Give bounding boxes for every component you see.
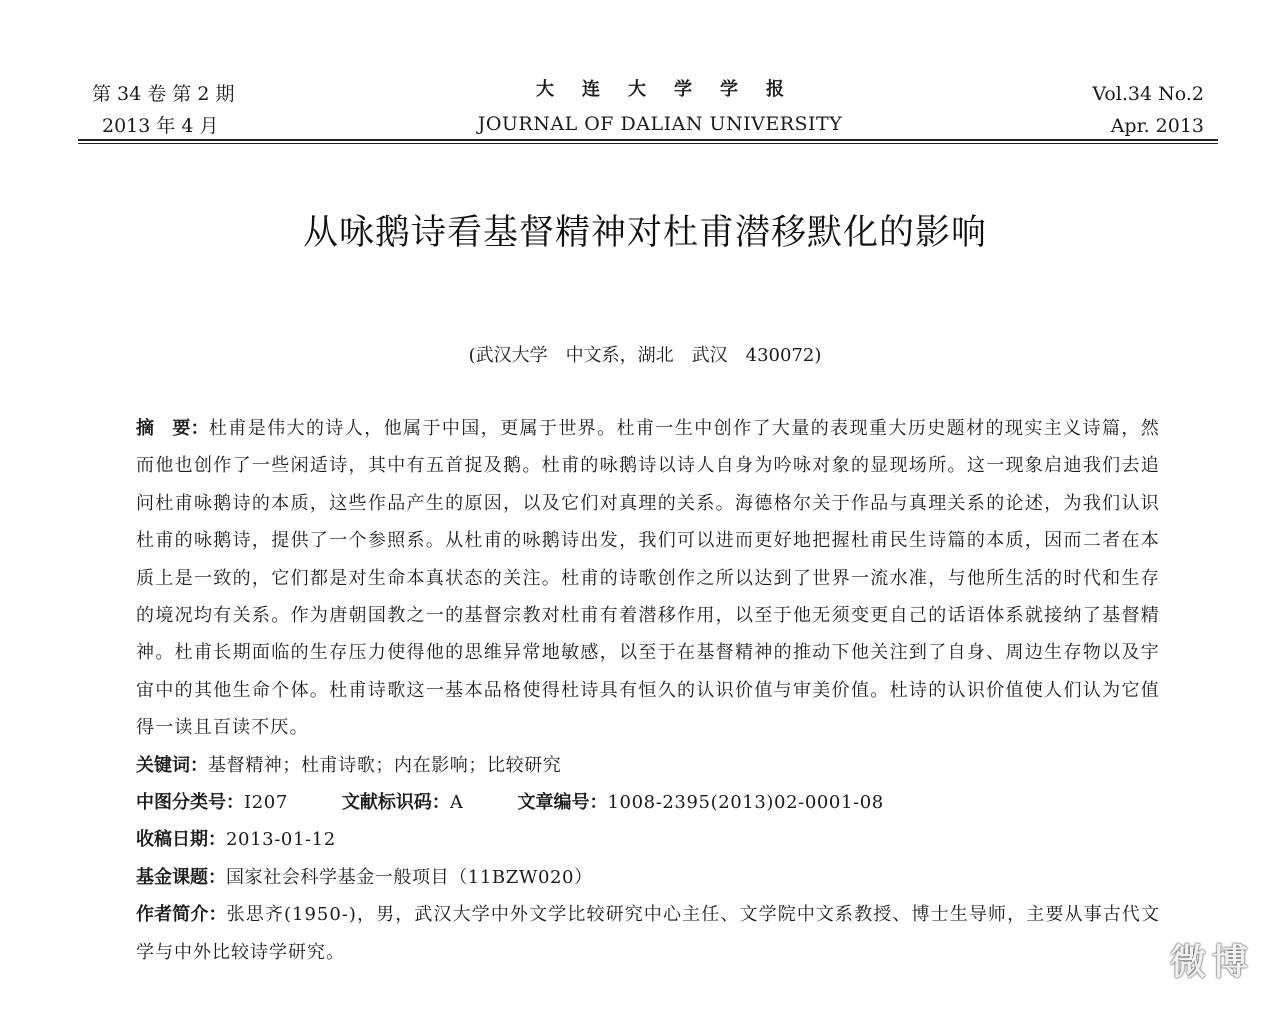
header-right xyxy=(1092,78,1204,142)
paper-front-matter xyxy=(136,410,1160,971)
article-number-label: 文章编号： xyxy=(517,792,608,814)
date-cn: 2013 年 4 月 xyxy=(102,115,219,137)
fund-value: 国家社会科学基金一般项目（11BZW020） xyxy=(226,866,593,888)
doc-code-label: 文献标识码： xyxy=(341,792,450,814)
received-value: 2013-01-12 xyxy=(226,829,336,851)
affiliation: (武汉大学 中文系，湖北 武汉 430072) xyxy=(468,345,822,366)
classification-line xyxy=(136,784,1160,821)
journal-name-cn: 大连大学学报 xyxy=(536,79,812,100)
header-rule xyxy=(78,139,1218,144)
author-bio xyxy=(136,896,1160,971)
clc-value: I207 xyxy=(244,792,288,814)
abstract xyxy=(136,410,1160,747)
author-text: 张思齐(1950-)，男，武汉大学中外文学比较研究中心主任、文学院中文系教授、博士生导师，主要从事古代文学与中外比较诗学研究。 xyxy=(136,904,1160,963)
paper-title: 从咏鹅诗看基督精神对杜甫潜移默化的影响 xyxy=(302,213,987,253)
keywords xyxy=(136,747,1160,784)
author-label: 作者简介： xyxy=(136,904,227,926)
volume-issue-en: Vol.34 No.2 xyxy=(1092,83,1204,105)
fund-project xyxy=(136,859,1160,896)
abstract-label: 摘 要： xyxy=(136,418,209,439)
clc-label: 中图分类号： xyxy=(136,792,244,814)
journal-name-en: JOURNAL OF DALIAN UNIVERSITY xyxy=(477,113,843,135)
article-number-value: 1008-2395(2013)02-0001-08 xyxy=(607,792,884,814)
doc-code-value: A xyxy=(449,792,464,814)
date-en: Apr. 2013 xyxy=(1110,115,1204,137)
received-date xyxy=(136,821,1160,858)
volume-issue-cn: 第 34 卷 第 2 期 xyxy=(92,83,235,105)
fund-label: 基金课题： xyxy=(136,866,226,888)
received-label: 收稿日期： xyxy=(136,829,226,851)
header-left xyxy=(92,78,234,142)
watermark: 微博 xyxy=(1169,942,1254,983)
keywords-text: 基督精神；杜甫诗歌；内在影响；比较研究 xyxy=(208,754,562,776)
journal-masthead xyxy=(400,78,920,140)
keywords-label: 关键词： xyxy=(136,754,208,776)
abstract-text: 杜甫是伟大的诗人，他属于中国，更属于世界。杜甫一生中创作了大量的表现重大历史题材的现实主义诗篇，然而他也创作了一些闲适诗，其中有五首捉及鹅。杜甫的咏鹅诗以诗人自身为吟咏对象的显现场所。这一现象启迪我们去追问杜甫咏鹅诗的本质，这些作品产生的原因，以及它们对真理的关系。海德格尔关于作品与真理关系的论述，为我们认识杜甫的咏鹅诗，提供了一个参照系。从杜甫的咏鹅诗出发，我们可以进而更好地把握杜甫民生诗篇的本质，因而二者在本质上是一致的，它们都是对生命本真状态的关注。杜甫的诗歌创作之所以达到了世界一流水准，与他所生活的时代和生存的境况均有关系。作为唐朝国教之一的基督宗教对杜甫有着潜移作用，以至于他无须变更自己的话语体系就接纳了基督精神。杜甫长期面临的生存压力使得他的思维异常地敏感，以至于在基督精神的推动下他关注到了自身、周边生存物以及宇宙中的其他生命个体。杜甫诗歌这一基本品格使得杜诗具有恒久的认识价值与审美价值。杜诗的认识价值使人们认为它值得一读且百读不厌。 xyxy=(136,418,1161,739)
